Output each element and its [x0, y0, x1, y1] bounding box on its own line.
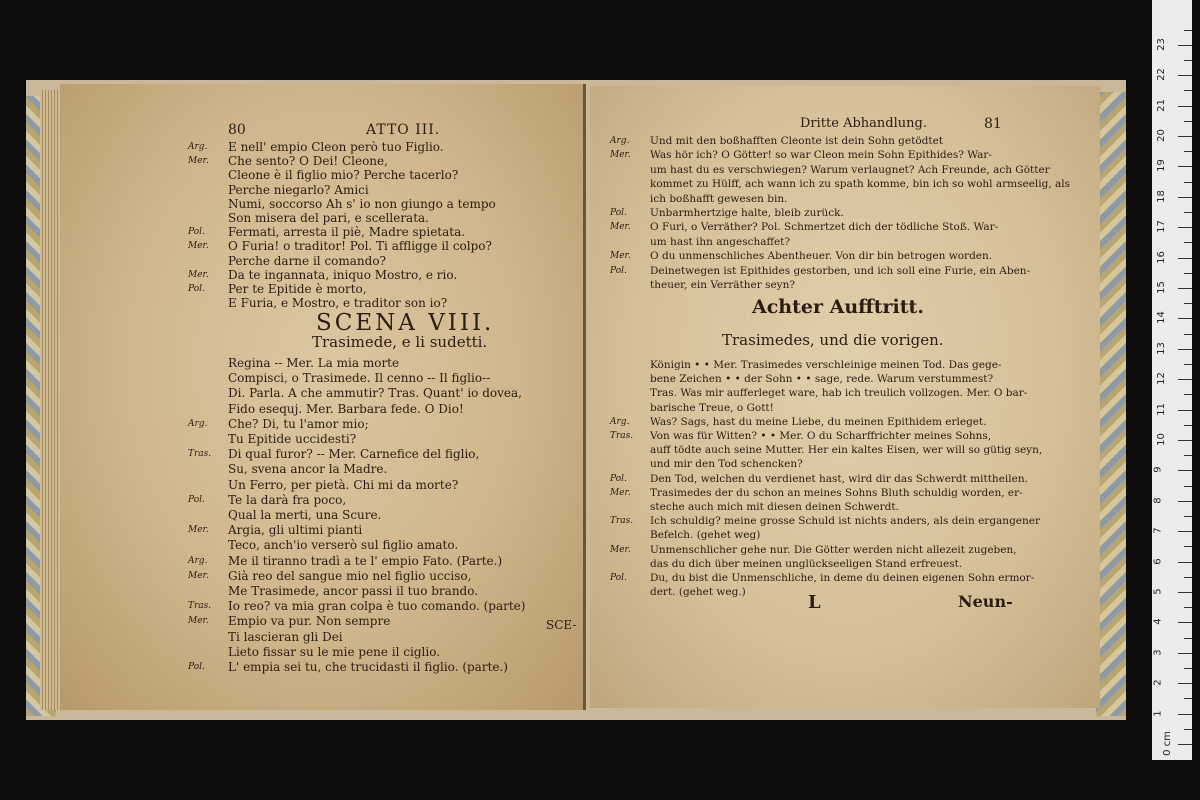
ruler-label: 17 — [1155, 220, 1167, 234]
ruler-label: 14 — [1155, 311, 1167, 325]
text-line: O Furi, o Verräther? Pol. Schmertzet dich der tödliche Stoß. War- — [650, 221, 999, 234]
speaker-label: Tras. — [188, 601, 212, 612]
ruler-tick — [1178, 440, 1192, 441]
ruler-tick — [1178, 744, 1192, 745]
text-line: O Furia! o traditor! Pol. Ti affligge il colpo? — [228, 239, 492, 254]
text-line: Fido esequj. Mer. Barbara fede. O Dio! — [228, 401, 464, 416]
ruler-half-tick — [1184, 334, 1192, 335]
ruler-label: 4 — [1152, 618, 1164, 626]
ruler-half-tick — [1184, 303, 1192, 304]
ruler-label: 3 — [1152, 649, 1164, 656]
ruler-half-tick — [1184, 212, 1192, 213]
speaker-label: Tras. — [610, 431, 634, 441]
ruler-half-tick — [1184, 607, 1192, 608]
ruler-tick — [1178, 318, 1192, 319]
ruler-label: 19 — [1155, 159, 1167, 173]
text-line: Ich schuldig? meine grosse Schuld ist nichts anders, als dein ergangener — [650, 515, 1040, 528]
text-line: Regina -- Mer. La mia morte — [228, 356, 400, 370]
text-line: Già reo del sangue mio nel figlio ucciso, — [228, 568, 472, 583]
text-line: Was? Sags, hast du meine Liebe, du meinen Epithidem erleget. — [650, 415, 987, 428]
text-line: Königin • • Mer. Trasimedes verschleinige meinen Tod. Das gege- — [650, 359, 1002, 371]
ruler-tick — [1178, 136, 1192, 137]
text-line: Qual la merti, una Scure. — [228, 508, 382, 522]
ruler-half-tick — [1184, 242, 1192, 243]
ruler-tick — [1178, 622, 1192, 623]
text-line: Che? Di, tu l'amor mio; — [228, 416, 369, 431]
text-line: Und mit den boßhafften Cleonte ist dein Sohn getödtet — [650, 135, 944, 147]
text-line: Ti lascieran gli Dei — [228, 629, 343, 644]
text-line: Befelch. (gehet weg) — [650, 529, 761, 542]
text-line: Perche niegarlo? Amici — [228, 182, 369, 197]
speaker-label: Mer. — [188, 156, 209, 167]
ruler-label: 23 — [1155, 37, 1167, 51]
text-line: Compisci, o Trasimede. Il cenno -- Il figlio-- — [228, 371, 491, 386]
scene-subtitle: Trasimede, e li sudetti. — [312, 333, 488, 351]
text-line: Von was für Witten? • • Mer. O du Scharffrichter meines Sohns, — [650, 430, 992, 442]
ruler-tick — [1178, 106, 1192, 107]
running-head: Dritte Abhandlung. — [800, 116, 927, 131]
speaker-label: Pol. — [188, 662, 205, 672]
speaker-label: Arg. — [188, 555, 208, 566]
speaker-label: Tras. — [188, 449, 212, 460]
speaker-label: Pol. — [610, 265, 627, 276]
text-line: Tu Epitide uccidesti? — [228, 432, 357, 446]
ruler-label: 2 — [1152, 679, 1164, 686]
speaker-label: Arg. — [610, 416, 630, 427]
ruler-tick — [1178, 45, 1192, 46]
text-line: Was hör ich? O Götter! so war Cleon mein Sohn Epithides? War- — [650, 149, 992, 162]
ruler-tick — [1178, 166, 1192, 167]
ruler-tick — [1178, 653, 1192, 654]
speaker-label: Pol. — [610, 208, 627, 218]
text-line: Per te Epitide è morto, — [228, 282, 367, 296]
text-line: ich boßhafft gewesen bin. — [650, 192, 788, 205]
ruler-half-tick — [1184, 638, 1192, 639]
text-line: bene Zeichen • • der Sohn • • sage, rede. Warum verstummest? — [650, 373, 994, 386]
speaker-label: Pol. — [188, 284, 205, 294]
text-line: Du, du bist die Unmenschliche, in deme du deinen eigenen Sohn ermor- — [650, 572, 1035, 584]
speaker-label: Mer. — [610, 251, 631, 262]
ruler-label: 11 — [1155, 402, 1167, 416]
ruler-half-tick — [1184, 516, 1192, 517]
ruler-half-tick — [1184, 546, 1192, 547]
ruler-label: 12 — [1155, 372, 1167, 386]
speaker-label: Arg. — [610, 136, 630, 146]
ruler-tick — [1178, 592, 1192, 593]
speaker-label: Mer. — [610, 544, 631, 555]
ruler-half-tick — [1184, 577, 1192, 578]
ruler-tick — [1178, 288, 1192, 289]
ruler-label: 10 — [1155, 433, 1167, 446]
text-line: Un Ferro, per pietà. Chi mi da morte? — [228, 477, 459, 492]
ruler-tick — [1178, 197, 1192, 198]
text-line: das du dich über meinen unglückseeligen Stand erfreuest. — [650, 557, 963, 570]
text-line: Numi, soccorso Ah s' io non giungo a tempo — [228, 196, 496, 211]
ruler-half-tick — [1184, 151, 1192, 152]
speaker-label: Pol. — [610, 473, 627, 484]
scene-subtitle: Trasimedes, und die vorigen. — [722, 331, 944, 349]
ruler-half-tick — [1184, 729, 1192, 730]
right-page — [590, 86, 1100, 708]
ruler-half-tick — [1184, 698, 1192, 699]
ruler-label: 0 cm — [1161, 731, 1173, 756]
text-line: Empio va pur. Non sempre — [228, 614, 391, 629]
ruler-tick — [1178, 410, 1192, 411]
ruler-label: 22 — [1155, 68, 1167, 82]
signature-mark: L — [808, 592, 821, 613]
catchword: Neun- — [958, 592, 1013, 611]
text-line: Den Tod, welchen du verdienet hast, wird dir das Schwerdt mittheilen. — [650, 472, 1028, 485]
text-line: barische Treue, o Gott! — [650, 401, 774, 414]
speaker-label: Pol. — [188, 227, 205, 238]
speaker-label: Mer. — [188, 241, 209, 252]
text-line: Unbarmhertzige halte, bleib zurück. — [650, 207, 844, 219]
ruler-half-tick — [1184, 394, 1192, 395]
speaker-label: Mer. — [188, 269, 209, 280]
ruler-tick — [1178, 349, 1192, 350]
ruler-half-tick — [1184, 121, 1192, 122]
ruler-tick — [1178, 470, 1192, 471]
running-head: ATTO III. — [366, 122, 441, 138]
ruler-label: 5 — [1152, 588, 1164, 595]
ruler-tick — [1178, 501, 1192, 502]
text-line: Di qual furor? -- Mer. Carnefice del figlio, — [228, 447, 480, 462]
speaker-label: Mer. — [610, 487, 631, 498]
text-line: Argia, gli ultimi pianti — [228, 523, 363, 538]
text-line: Perche darne il comando? — [228, 253, 386, 268]
text-line: Cleone è il figlio mio? Perche tacerlo? — [228, 168, 459, 183]
catchword: SCE- — [546, 618, 577, 632]
text-line: Te la darà fra poco, — [228, 492, 347, 507]
ruler-label: 16 — [1155, 250, 1167, 264]
text-line: Teco, anch'io verserò sul figlio amato. — [228, 538, 459, 553]
ruler-label: 1 — [1152, 709, 1164, 717]
text-line: Da te ingannata, iniquo Mostro, e rio. — [228, 267, 458, 282]
text-line: O du unmenschliches Abentheuer. Von dir bin betrogen worden. — [650, 250, 993, 263]
page-number: 81 — [984, 116, 1002, 132]
ruler-half-tick — [1184, 182, 1192, 183]
ruler-tick — [1178, 531, 1192, 532]
ruler-label: 20 — [1155, 129, 1167, 142]
text-line: Son misera del pari, e scellerata. — [228, 211, 429, 225]
speaker-label: Tras. — [610, 516, 634, 527]
text-line: um hast ihn angeschaffet? — [650, 235, 791, 248]
ruler-tick — [1178, 227, 1192, 228]
speaker-label: Mer. — [610, 150, 631, 161]
speaker-label: Pol. — [188, 494, 205, 505]
text-line: L' empia sei tu, che trucidasti il figlio. (parte.) — [228, 660, 508, 674]
text-line: theuer, ein Verräther seyn? — [650, 279, 795, 291]
text-line: kommet zu Hülff, ach wann ich zu spath komme, bin ich so wohl armseelig, als — [650, 178, 1071, 191]
speaker-label: Arg. — [188, 142, 208, 152]
text-line: E nell' empio Cleon però tuo Figlio. — [228, 140, 444, 154]
ruler-tick — [1178, 714, 1192, 715]
ruler-label: 13 — [1155, 341, 1167, 355]
scene-title: Achter Aufftritt. — [752, 296, 924, 318]
text-line: und mir den Tod schencken? — [650, 458, 803, 471]
ruler-half-tick — [1184, 425, 1192, 426]
text-line: Deinetwegen ist Epithides gestorben, und ich soll eine Furie, ein Aben- — [650, 264, 1031, 277]
scene-title: SCENA VIII. — [316, 310, 495, 336]
text-line: Tras. Was mir aufferleget ware, hab ich treulich vollzogen. Mer. O bar- — [650, 387, 1028, 400]
text-line: Me Trasimede, ancor passi il tuo brando. — [228, 584, 479, 598]
speaker-label: Mer. — [188, 525, 209, 536]
ruler-half-tick — [1184, 455, 1192, 456]
measurement-ruler — [1152, 0, 1192, 760]
text-line: auff tödte auch seine Mutter. Her ein kaltes Eisen, wer will so gütig seyn, — [650, 444, 1043, 457]
ruler-label: 18 — [1155, 189, 1167, 203]
ruler-half-tick — [1184, 668, 1192, 669]
text-line: um hast du es verschwiegen? Warum verlaugnet? Ach Freunde, ach Götter — [650, 163, 1050, 176]
ruler-half-tick — [1184, 30, 1192, 31]
text-line: Su, svena ancor la Madre. — [228, 462, 388, 477]
ruler-half-tick — [1184, 364, 1192, 365]
text-line: Unmenschlicher gehe nur. Die Götter werden nicht allezeit zugeben, — [650, 543, 1017, 556]
text-line: Io reo? va mia gran colpa è tuo comando. (parte) — [228, 599, 526, 614]
ruler-label: 6 — [1152, 557, 1164, 565]
ruler-half-tick — [1184, 486, 1192, 487]
text-line: Me il tiranno tradì a te l' empio Fato. (Parte.) — [228, 553, 503, 568]
ruler-tick — [1178, 379, 1192, 380]
ruler-tick — [1178, 258, 1192, 259]
ruler-tick — [1178, 75, 1192, 76]
marbled-cover-right — [1096, 92, 1126, 716]
text-line: Lieto fissar su le mie pene il ciglio. — [228, 644, 441, 659]
speaker-label: Mer. — [188, 616, 209, 627]
text-line: dert. (gehet weg.) — [650, 586, 746, 599]
ruler-half-tick — [1184, 273, 1192, 274]
text-line: Di. Parla. A che ammutir? Tras. Quant' io dovea, — [228, 386, 522, 401]
text-line: E Furia, e Mostro, e traditor son io? — [228, 296, 448, 311]
text-line: Fermati, arresta il piè, Madre spietata. — [228, 225, 466, 240]
speaker-label: Mer. — [610, 222, 631, 233]
text-line: Che sento? O Dei! Cleone, — [228, 154, 388, 169]
speaker-label: Pol. — [610, 573, 627, 583]
page-number: 80 — [228, 122, 246, 138]
speaker-label: Arg. — [188, 418, 208, 429]
ruler-label: 15 — [1155, 281, 1167, 294]
ruler-half-tick — [1184, 60, 1192, 61]
ruler-tick — [1178, 562, 1192, 563]
ruler-tick — [1178, 683, 1192, 684]
speaker-label: Mer. — [188, 570, 209, 581]
left-page — [60, 84, 586, 710]
text-line: Trasimedes der du schon an meines Sohns Bluth schuldig worden, er- — [650, 486, 1023, 499]
ruler-half-tick — [1184, 90, 1192, 91]
ruler-label: 8 — [1152, 497, 1164, 504]
ruler-label: 7 — [1152, 527, 1164, 534]
text-line: steche auch mich mit diesen deinen Schwerdt. — [650, 501, 899, 513]
ruler-label: 21 — [1155, 98, 1167, 112]
ruler-label: 9 — [1152, 466, 1164, 474]
